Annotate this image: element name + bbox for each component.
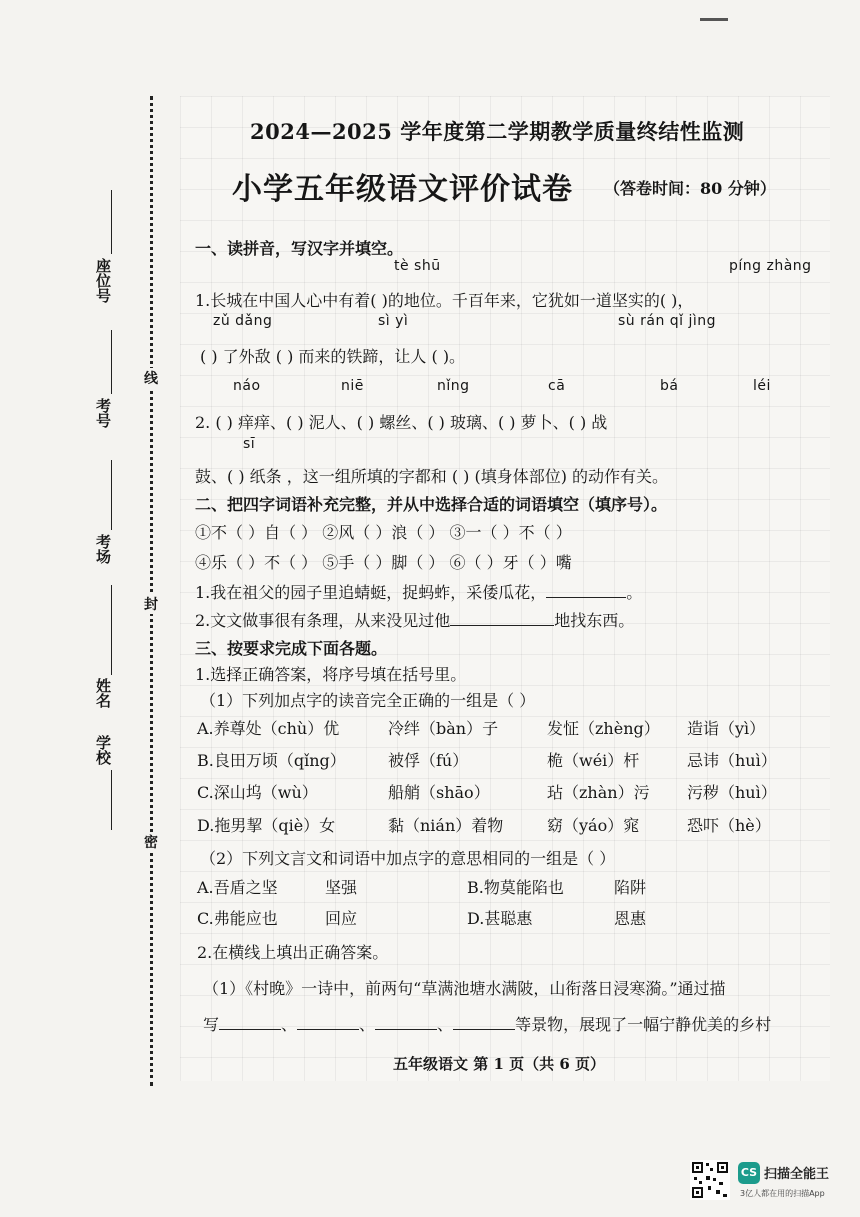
option2-d-1: D.甚聪惠: [467, 909, 533, 928]
pinyin-si-yi: sì yì: [378, 313, 409, 329]
option-b-4: 忌讳（huì）: [687, 751, 777, 770]
section2-heading: 二、把四字词语补充完整，并从中选择合适的词语填空（填序号）。: [195, 495, 668, 514]
option2-c-1: C.弗能应也: [197, 909, 278, 928]
camscanner-logo-icon: CS: [738, 1162, 760, 1184]
option-d-3: 窈（yáo）窕: [547, 816, 640, 835]
page-footer: 五年级语文 第 1 页（共 6 页）: [393, 1055, 605, 1073]
exam-title: 2024—2025 学年度第二学期教学质量终结性监测: [250, 119, 745, 144]
scan-smudge: [700, 18, 728, 21]
pinyin-ba: bá: [660, 378, 679, 394]
fill-sentence-1-text: 1.我在祖父的园子里追蜻蜓，捉蚂蚱，采倭瓜花，: [195, 583, 547, 602]
seat-field-line[interactable]: [111, 190, 112, 254]
pinyin-zu-dang: zǔ dǎng: [213, 313, 273, 329]
qr-code-icon: [690, 1160, 730, 1200]
poem-sep-2: 、: [359, 1015, 376, 1034]
room-field-line[interactable]: [111, 460, 112, 530]
name-field-line[interactable]: [111, 585, 112, 675]
poem-blank-1[interactable]: [219, 1015, 281, 1030]
option-a-4: 造诣（yì）: [687, 719, 766, 738]
option-b-2: 被俘（fú）: [388, 751, 469, 770]
q1-line1: 1.长城在中国人心中有着( )的地位。千百年来，它犹如一道坚实的( )，: [195, 291, 694, 310]
option-c-3: 玷（zhàn）污: [547, 783, 650, 802]
school-field-line[interactable]: [111, 770, 112, 830]
pinyin-su-ran-qi-jing: sù rán qǐ jìng: [618, 313, 717, 329]
cut-secret-mark: 密: [144, 832, 158, 852]
section3-sub2: 2.在横线上填出正确答案。: [197, 943, 389, 962]
poem-blank-4[interactable]: [453, 1015, 515, 1030]
option-d-4: 恐吓（hè）: [687, 816, 771, 835]
fill-sentence-2-a: 2.文文做事很有条理，从来没见过他: [195, 611, 451, 630]
seat-label: 座位号: [94, 258, 112, 303]
exam-no-label: 考号: [94, 398, 112, 428]
poem-blank-3[interactable]: [375, 1015, 437, 1030]
option-c-4: 污秽（huì）: [687, 783, 777, 802]
school-label: 学校: [94, 735, 112, 765]
option-a-1: A.养尊处（chù）优: [197, 719, 340, 738]
fill-sentence-2-b: 地找东西。: [554, 611, 635, 630]
cut-line-mark: 线: [144, 368, 158, 388]
fill-blank-1[interactable]: [546, 583, 626, 598]
pinyin-ca: cā: [548, 378, 566, 394]
scanner-app-name: 扫描全能王: [764, 1167, 830, 1182]
option2-a-1: A.吾盾之坚: [197, 878, 278, 897]
paper-title-text: 小学五年级语文评价试卷: [232, 172, 573, 207]
section3-heading: 三、按要求完成下面各题。: [195, 639, 388, 658]
fill-blank-2[interactable]: [450, 611, 554, 626]
room-label: 考场: [94, 534, 112, 564]
poem-sep-1: 、: [281, 1015, 298, 1034]
option-c-1: C.深山坞（wù）: [197, 783, 318, 802]
section1-heading: 一、读拼音，写汉字并填空。: [195, 239, 404, 258]
poem-blank-2[interactable]: [297, 1015, 359, 1030]
q1-line2: ( ) 了外敌 ( ) 而来的铁蹄，让人 ( )。: [200, 347, 466, 366]
pinyin-nao: náo: [233, 378, 261, 394]
option2-b-1: B.物莫能陷也: [467, 878, 564, 897]
scanner-tagline: 3亿人都在用的扫描App: [740, 1189, 825, 1198]
fill-sentence-2: [195, 608, 634, 631]
pinyin-lei: léi: [753, 378, 771, 394]
pinyin-ning: nǐng: [437, 378, 470, 394]
poem-sep-3: 、: [437, 1015, 454, 1034]
option-a-2: 冷绊（bàn）子: [388, 719, 499, 738]
option2-b-2: 陷阱: [614, 878, 647, 897]
binding-margin: [0, 0, 180, 1217]
q2-line1: 2. ( ) 痒痒、( ) 泥人、( ) 螺丝、( ) 玻璃、( ) 萝卜、( ) 战: [195, 413, 608, 432]
cut-seal-mark: 封: [144, 594, 158, 614]
option2-d-2: 恩惠: [614, 909, 647, 928]
option-c-2: 船艄（shāo）: [388, 783, 490, 802]
poem-fill-prefix: 写: [203, 1015, 220, 1034]
fill-sentence-1-end: 。: [626, 583, 643, 602]
cut-dotted-line: [150, 96, 153, 1086]
option2-a-2: 坚强: [325, 878, 358, 897]
option2-c-2: 回应: [325, 909, 358, 928]
option-b-1: B.良田万顷（qǐng）: [197, 751, 346, 770]
section3-sub1: 1.选择正确答案，将序号填在括号里。: [195, 665, 467, 684]
exam-no-field-line[interactable]: [111, 330, 112, 394]
poem-fill-line1: （1）《村晚》一诗中，前两句“草满池塘水满陂，山衔落日浸寒漪。”通过描: [203, 979, 726, 998]
idiom-row-1: ①不（ ）自（ ） ②风（ ）浪（ ） ③一（ ）不（ ）: [195, 523, 572, 542]
option-d-2: 黏（nián）着物: [388, 816, 504, 835]
q3-1-stem: （1）下列加点字的读音完全正确的一组是（ ）: [200, 691, 536, 710]
pinyin-si: sī: [243, 436, 256, 452]
pinyin-nie: niē: [341, 378, 364, 394]
option-b-3: 桅（wéi）杆: [547, 751, 640, 770]
option-a-3: 发怔（zhèng）: [547, 719, 660, 738]
q3-2-stem: （2）下列文言文和词语中加点字的意思相同的一组是（ ）: [200, 849, 616, 868]
time-note: （答卷时间：80 分钟）: [604, 179, 776, 198]
pinyin-te-shu: tè shū: [394, 258, 441, 274]
pinyin-ping-zhang: píng zhàng: [729, 258, 812, 274]
q2-line2: 鼓、( ) 纸条 ，这一组所填的字都和 ( ) (填身体部位) 的动作有关。: [195, 467, 669, 486]
idiom-row-2: ④乐（ ）不（ ） ⑤手（ ）脚（ ） ⑥（ ）牙（ ）嘴: [195, 553, 572, 572]
poem-fill-suffix: 等景物，展现了一幅宁静优美的乡村: [515, 1015, 772, 1034]
option-d-1: D.拖男挈（qiè）女: [197, 816, 336, 835]
name-label: 姓名: [94, 678, 112, 708]
fill-sentence-1: [195, 580, 642, 603]
poem-fill-line2: [203, 1012, 771, 1035]
